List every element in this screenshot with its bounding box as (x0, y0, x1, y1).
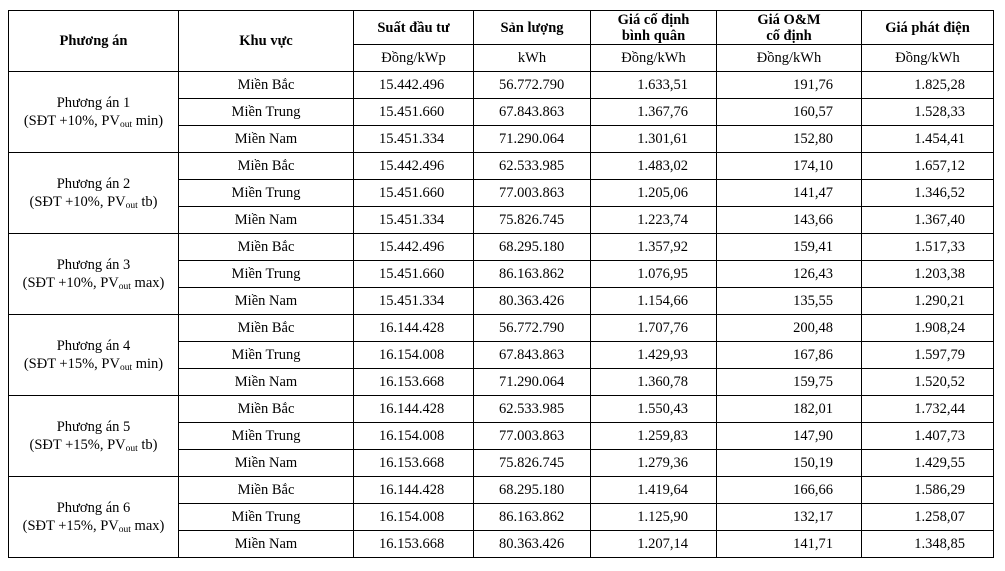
region-cell: Miền Nam (179, 369, 354, 396)
phuong-an-condition (23, 275, 165, 291)
gia-phat-dien-cell: 1.520,52 (862, 369, 994, 396)
pv-subscript: out (119, 363, 133, 373)
phuong-an-name: Phương án 5 (56, 419, 131, 435)
table-row (9, 72, 994, 99)
phuong-an-cell (9, 72, 179, 153)
gia-phat-dien-cell: 1.732,44 (862, 396, 994, 423)
condition-suffix: min) (132, 356, 164, 372)
gia-co-dinh-cell: 1.154,66 (591, 288, 717, 315)
suat-dau-tu-cell: 15.442.496 (354, 72, 474, 99)
region-cell: Miền Bắc (179, 477, 354, 504)
gia-phat-dien-cell: 1.258,07 (862, 504, 994, 531)
san-luong-cell: 67.843.863 (474, 342, 591, 369)
phuong-an-condition (24, 356, 163, 372)
condition-suffix: tb) (137, 437, 158, 453)
suat-dau-tu-cell: 15.451.660 (354, 180, 474, 207)
gia-co-dinh-cell: 1.223,74 (591, 207, 717, 234)
gia-phat-dien-cell: 1.367,40 (862, 207, 994, 234)
gia-co-dinh-cell: 1.205,06 (591, 180, 717, 207)
condition-suffix: tb) (137, 194, 158, 210)
region-cell: Miền Nam (179, 288, 354, 315)
gia-co-dinh-cell: 1.301,61 (591, 126, 717, 153)
gia-co-dinh-cell: 1.125,90 (591, 504, 717, 531)
phuong-an-condition (29, 437, 157, 453)
phuong-an-name: Phương án 4 (56, 338, 131, 354)
gia-phat-dien-cell: 1.346,52 (862, 180, 994, 207)
gia-om-cell: 152,80 (717, 126, 862, 153)
gia-om-cell: 135,55 (717, 288, 862, 315)
suat-dau-tu-cell: 16.154.008 (354, 342, 474, 369)
gia-co-dinh-cell: 1.360,78 (591, 369, 717, 396)
region-cell: Miền Bắc (179, 234, 354, 261)
suat-dau-tu-cell: 16.153.668 (354, 531, 474, 558)
suat-dau-tu-cell: 16.154.008 (354, 504, 474, 531)
gia-om-cell: 191,76 (717, 72, 862, 99)
region-cell: Miền Trung (179, 99, 354, 126)
phuong-an-cell (9, 396, 179, 477)
san-luong-cell: 62.533.985 (474, 396, 591, 423)
gia-phat-dien-cell: 1.825,28 (862, 72, 994, 99)
gia-om-cell: 167,86 (717, 342, 862, 369)
san-luong-cell: 71.290.064 (474, 369, 591, 396)
gia-om-cell: 159,41 (717, 234, 862, 261)
gia-co-dinh-cell: 1.076,95 (591, 261, 717, 288)
san-luong-cell: 80.363.426 (474, 531, 591, 558)
condition-prefix: (SĐT +15%, PV (29, 437, 126, 453)
san-luong-cell: 68.295.180 (474, 477, 591, 504)
phuong-an-cell (9, 477, 179, 558)
gia-om-cell: 141,47 (717, 180, 862, 207)
suat-dau-tu-cell: 15.451.334 (354, 126, 474, 153)
suat-dau-tu-cell: 16.144.428 (354, 477, 474, 504)
region-cell: Miền Trung (179, 180, 354, 207)
gia-phat-dien-cell: 1.586,29 (862, 477, 994, 504)
gia-phat-dien-cell: 1.290,21 (862, 288, 994, 315)
gia-phat-dien-cell: 1.407,73 (862, 423, 994, 450)
region-cell: Miền Nam (179, 126, 354, 153)
condition-prefix: (SĐT +10%, PV (22, 275, 119, 291)
san-luong-cell: 71.290.064 (474, 126, 591, 153)
san-luong-cell: 68.295.180 (474, 234, 591, 261)
condition-suffix: max) (130, 518, 165, 534)
header-gia-om-line2: cố định (766, 27, 812, 44)
condition-prefix: (SĐT +15%, PV (23, 356, 120, 372)
condition-prefix: (SĐT +10%, PV (29, 194, 126, 210)
gia-om-cell: 126,43 (717, 261, 862, 288)
gia-phat-dien-cell: 1.429,55 (862, 450, 994, 477)
suat-dau-tu-cell: 16.144.428 (354, 396, 474, 423)
san-luong-cell: 86.163.862 (474, 504, 591, 531)
pv-subscript: out (118, 525, 131, 535)
region-cell: Miền Trung (179, 504, 354, 531)
header-suat-dau-tu: Suất đầu tư (354, 11, 474, 45)
pv-subscript: out (118, 282, 131, 292)
gia-co-dinh-cell: 1.483,02 (591, 153, 717, 180)
phuong-an-condition (29, 194, 157, 210)
region-cell: Miền Trung (179, 423, 354, 450)
gia-phat-dien-cell: 1.908,24 (862, 315, 994, 342)
gia-om-cell: 132,17 (717, 504, 862, 531)
header-gia-om-line1: Giá O&M (757, 11, 821, 28)
gia-phat-dien-cell: 1.528,33 (862, 99, 994, 126)
region-cell: Miền Nam (179, 531, 354, 558)
unit-gia-phat-dien: Đồng/kWh (862, 45, 994, 72)
header-gia-co-dinh-line1: Giá cố định (617, 11, 690, 28)
suat-dau-tu-cell: 15.451.660 (354, 261, 474, 288)
san-luong-cell: 80.363.426 (474, 288, 591, 315)
header-phuong-an: Phương án (9, 11, 179, 72)
suat-dau-tu-cell: 16.153.668 (354, 369, 474, 396)
phuong-an-name: Phương án 3 (56, 257, 131, 273)
san-luong-cell: 62.533.985 (474, 153, 591, 180)
table-row (9, 477, 994, 504)
unit-san-luong: kWh (474, 45, 591, 72)
phuong-an-name: Phương án 2 (56, 176, 131, 192)
condition-suffix: max) (130, 275, 165, 291)
gia-phat-dien-cell: 1.597,79 (862, 342, 994, 369)
table-row (9, 396, 994, 423)
pv-subscript: out (125, 201, 138, 211)
gia-om-cell: 182,01 (717, 396, 862, 423)
gia-om-cell: 174,10 (717, 153, 862, 180)
pv-subscript: out (125, 444, 138, 454)
condition-suffix: min) (132, 113, 164, 129)
suat-dau-tu-cell: 15.451.334 (354, 207, 474, 234)
phuong-an-cell (9, 315, 179, 396)
gia-co-dinh-cell: 1.279,36 (591, 450, 717, 477)
gia-phat-dien-cell: 1.454,41 (862, 126, 994, 153)
phuong-an-condition (24, 113, 163, 129)
pv-subscript: out (119, 120, 133, 130)
gia-co-dinh-cell: 1.259,83 (591, 423, 717, 450)
san-luong-cell: 56.772.790 (474, 72, 591, 99)
gia-phat-dien-cell: 1.203,38 (862, 261, 994, 288)
header-gia-co-dinh (591, 11, 717, 45)
region-cell: Miền Nam (179, 450, 354, 477)
unit-gia-om: Đồng/kWh (717, 45, 862, 72)
san-luong-cell: 77.003.863 (474, 180, 591, 207)
gia-phat-dien-cell: 1.517,33 (862, 234, 994, 261)
phuong-an-cell (9, 153, 179, 234)
table-row (9, 234, 994, 261)
san-luong-cell: 77.003.863 (474, 423, 591, 450)
region-cell: Miền Bắc (179, 153, 354, 180)
suat-dau-tu-cell: 16.144.428 (354, 315, 474, 342)
suat-dau-tu-cell: 16.154.008 (354, 423, 474, 450)
unit-gia-co-dinh: Đồng/kWh (591, 45, 717, 72)
region-cell: Miền Trung (179, 342, 354, 369)
header-gia-co-dinh-line2: bình quân (621, 27, 686, 44)
price-table (8, 10, 994, 558)
suat-dau-tu-cell: 15.442.496 (354, 153, 474, 180)
suat-dau-tu-cell: 15.442.496 (354, 234, 474, 261)
region-cell: Miền Bắc (179, 72, 354, 99)
gia-phat-dien-cell: 1.657,12 (862, 153, 994, 180)
gia-om-cell: 160,57 (717, 99, 862, 126)
gia-om-cell: 150,19 (717, 450, 862, 477)
gia-om-cell: 166,66 (717, 477, 862, 504)
table-row (9, 153, 994, 180)
san-luong-cell: 75.826.745 (474, 207, 591, 234)
header-gia-phat-dien: Giá phát điện (862, 11, 994, 45)
header-khu-vuc: Khu vực (179, 11, 354, 72)
condition-prefix: (SĐT +15%, PV (22, 518, 119, 534)
phuong-an-condition (23, 518, 165, 534)
phuong-an-name: Phương án 6 (56, 500, 131, 516)
region-cell: Miền Bắc (179, 315, 354, 342)
gia-co-dinh-cell: 1.633,51 (591, 72, 717, 99)
suat-dau-tu-cell: 15.451.334 (354, 288, 474, 315)
phuong-an-cell (9, 234, 179, 315)
gia-om-cell: 143,66 (717, 207, 862, 234)
gia-om-cell: 200,48 (717, 315, 862, 342)
gia-co-dinh-cell: 1.357,92 (591, 234, 717, 261)
region-cell: Miền Nam (179, 207, 354, 234)
phuong-an-name: Phương án 1 (56, 95, 131, 111)
region-cell: Miền Trung (179, 261, 354, 288)
unit-suat-dau-tu: Đồng/kWp (354, 45, 474, 72)
header-gia-om (717, 11, 862, 45)
suat-dau-tu-cell: 15.451.660 (354, 99, 474, 126)
table-row (9, 315, 994, 342)
gia-co-dinh-cell: 1.707,76 (591, 315, 717, 342)
region-cell: Miền Bắc (179, 396, 354, 423)
san-luong-cell: 67.843.863 (474, 99, 591, 126)
condition-prefix: (SĐT +10%, PV (23, 113, 120, 129)
gia-om-cell: 141,71 (717, 531, 862, 558)
san-luong-cell: 75.826.745 (474, 450, 591, 477)
gia-co-dinh-cell: 1.367,76 (591, 99, 717, 126)
suat-dau-tu-cell: 16.153.668 (354, 450, 474, 477)
gia-co-dinh-cell: 1.429,93 (591, 342, 717, 369)
table-body (9, 72, 994, 558)
header-row (9, 11, 994, 45)
gia-co-dinh-cell: 1.207,14 (591, 531, 717, 558)
header-san-luong: Sản lượng (474, 11, 591, 45)
gia-om-cell: 159,75 (717, 369, 862, 396)
gia-phat-dien-cell: 1.348,85 (862, 531, 994, 558)
gia-co-dinh-cell: 1.419,64 (591, 477, 717, 504)
san-luong-cell: 86.163.862 (474, 261, 591, 288)
gia-co-dinh-cell: 1.550,43 (591, 396, 717, 423)
gia-om-cell: 147,90 (717, 423, 862, 450)
san-luong-cell: 56.772.790 (474, 315, 591, 342)
